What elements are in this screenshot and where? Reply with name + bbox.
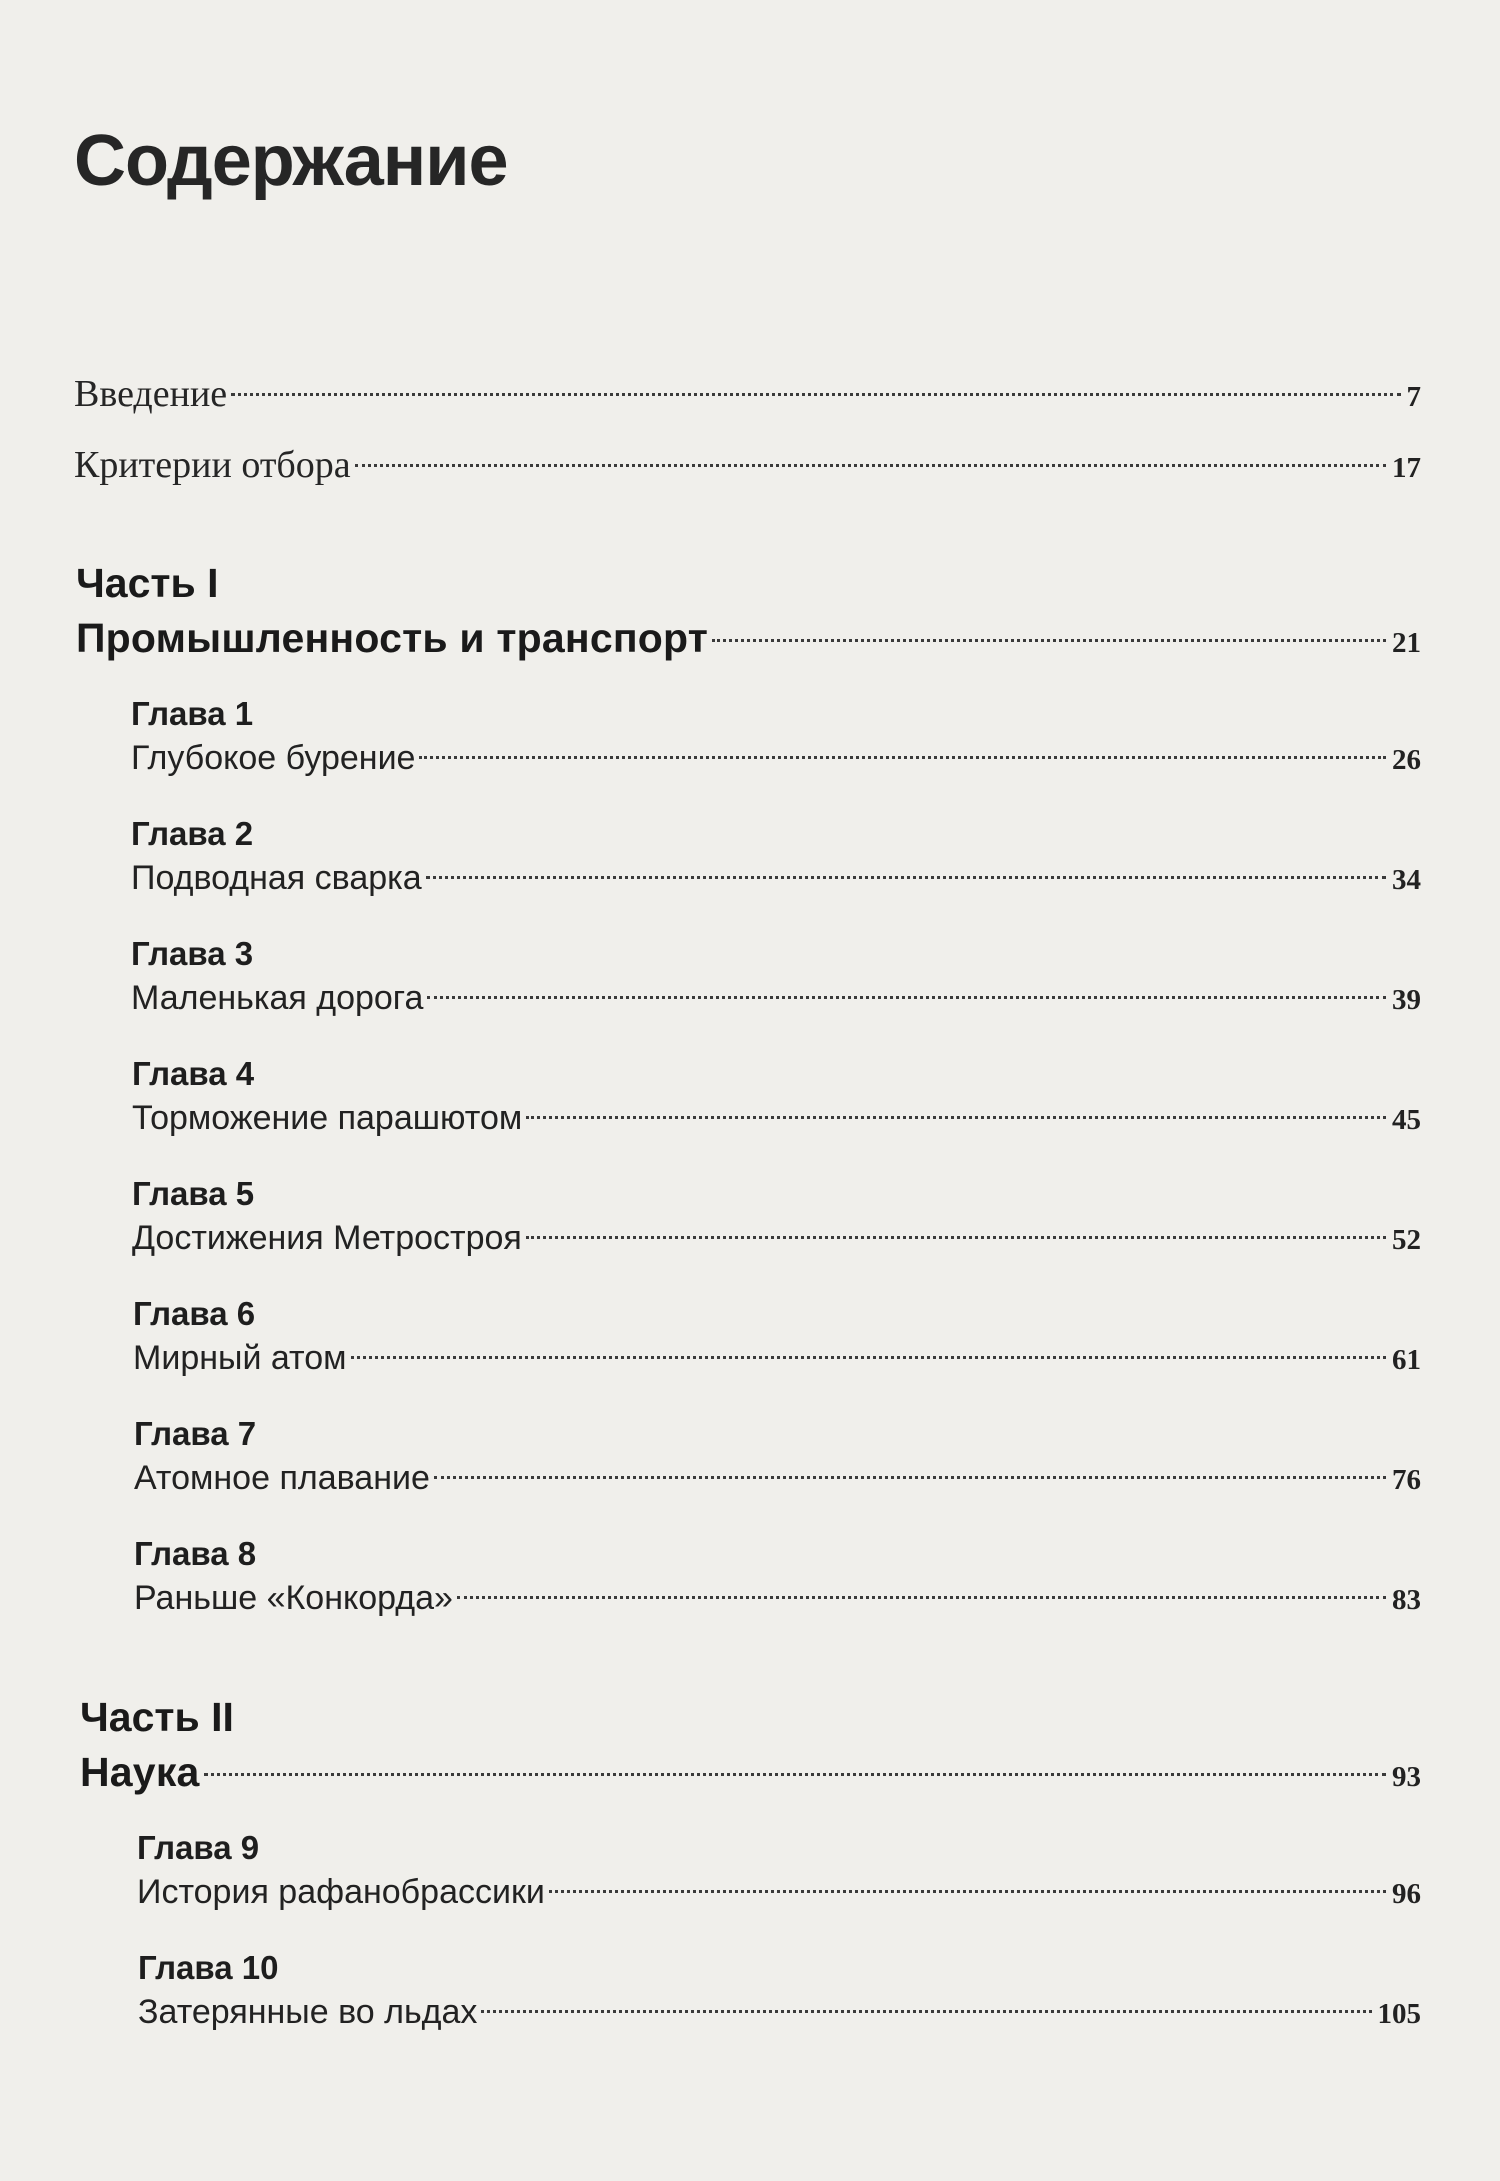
chapter-title: Раньше «Конкорда» [134,1579,453,1617]
part-number: Часть I [76,560,219,606]
toc-part-entry[interactable] [76,613,1421,663]
toc-chapter-entry[interactable] [134,1573,1421,1623]
dot-leader [419,756,1386,759]
chapter-number: Глава 7 [134,1415,257,1452]
toc-page-number: 21 [1392,627,1421,659]
toc-entry-label: Критерии отбора [74,444,351,486]
toc-page-number: 45 [1392,1104,1421,1136]
chapter-number: Глава 2 [131,815,254,852]
dot-leader [526,1116,1386,1119]
dot-leader [457,1596,1386,1599]
toc-chapter-entry[interactable] [132,1093,1421,1143]
toc-page-number: 83 [1392,1584,1421,1616]
chapter-number: Глава 5 [132,1175,255,1212]
part-number: Часть II [80,1694,234,1740]
dot-leader [712,639,1386,642]
chapter-title: История рафанобрассики [137,1873,545,1911]
toc-chapter-entry[interactable] [131,973,1421,1023]
chapter-title: Затерянные во льдах [138,1993,478,2031]
dot-leader [204,1773,1386,1776]
toc-chapter-entry[interactable] [131,853,1421,903]
toc-page-number: 17 [1392,452,1421,484]
toc-page-number: 39 [1392,984,1421,1016]
dot-leader [481,2010,1371,2013]
chapter-number: Глава 6 [133,1295,256,1332]
toc-page-number: 34 [1392,864,1421,896]
toc-entry-selection-criteria[interactable] [74,440,1421,490]
toc-page-number: 26 [1392,744,1421,776]
toc-page-number: 61 [1392,1344,1421,1376]
chapter-title: Атомное плавание [134,1459,430,1497]
toc-chapter-entry[interactable] [133,1333,1421,1383]
page-title: Содержание [74,121,508,201]
toc-chapter-entry[interactable] [134,1453,1421,1503]
chapter-number: Глава 1 [131,695,254,732]
dot-leader [434,1476,1386,1479]
dot-leader [355,464,1386,467]
dot-leader [426,876,1386,879]
chapter-number: Глава 4 [132,1055,255,1092]
part-title: Наука [80,1749,200,1795]
dot-leader [351,1356,1386,1359]
dot-leader [231,393,1400,396]
toc-entry-introduction[interactable] [74,369,1421,419]
toc-page-number: 93 [1392,1761,1421,1793]
chapter-title: Достижения Метростроя [132,1219,522,1257]
toc-part-entry[interactable] [80,1747,1421,1797]
toc-page-number: 76 [1392,1464,1421,1496]
toc-page-number: 96 [1392,1878,1421,1910]
dot-leader [549,1890,1386,1893]
toc-chapter-entry[interactable] [138,1987,1421,2037]
chapter-title: Подводная сварка [131,859,422,897]
dot-leader [526,1236,1386,1239]
dot-leader [427,996,1386,999]
toc-page-number: 7 [1406,381,1421,413]
chapter-title: Глубокое бурение [131,739,416,777]
chapter-title: Мирный атом [133,1339,347,1377]
toc-page-number: 52 [1392,1224,1421,1256]
chapter-number: Глава 10 [138,1949,279,1986]
toc-chapter-entry[interactable] [137,1867,1421,1917]
toc-chapter-entry[interactable] [131,733,1421,783]
part-title: Промышленность и транспорт [76,615,709,661]
chapter-title: Маленькая дорога [131,979,424,1017]
chapter-number: Глава 3 [131,935,254,972]
toc-page-number: 105 [1377,1998,1421,2030]
toc-entry-label: Введение [74,373,228,415]
chapter-title: Торможение парашютом [132,1099,523,1137]
toc-chapter-entry[interactable] [132,1213,1421,1263]
chapter-number: Глава 8 [134,1535,257,1572]
chapter-number: Глава 9 [137,1829,260,1866]
